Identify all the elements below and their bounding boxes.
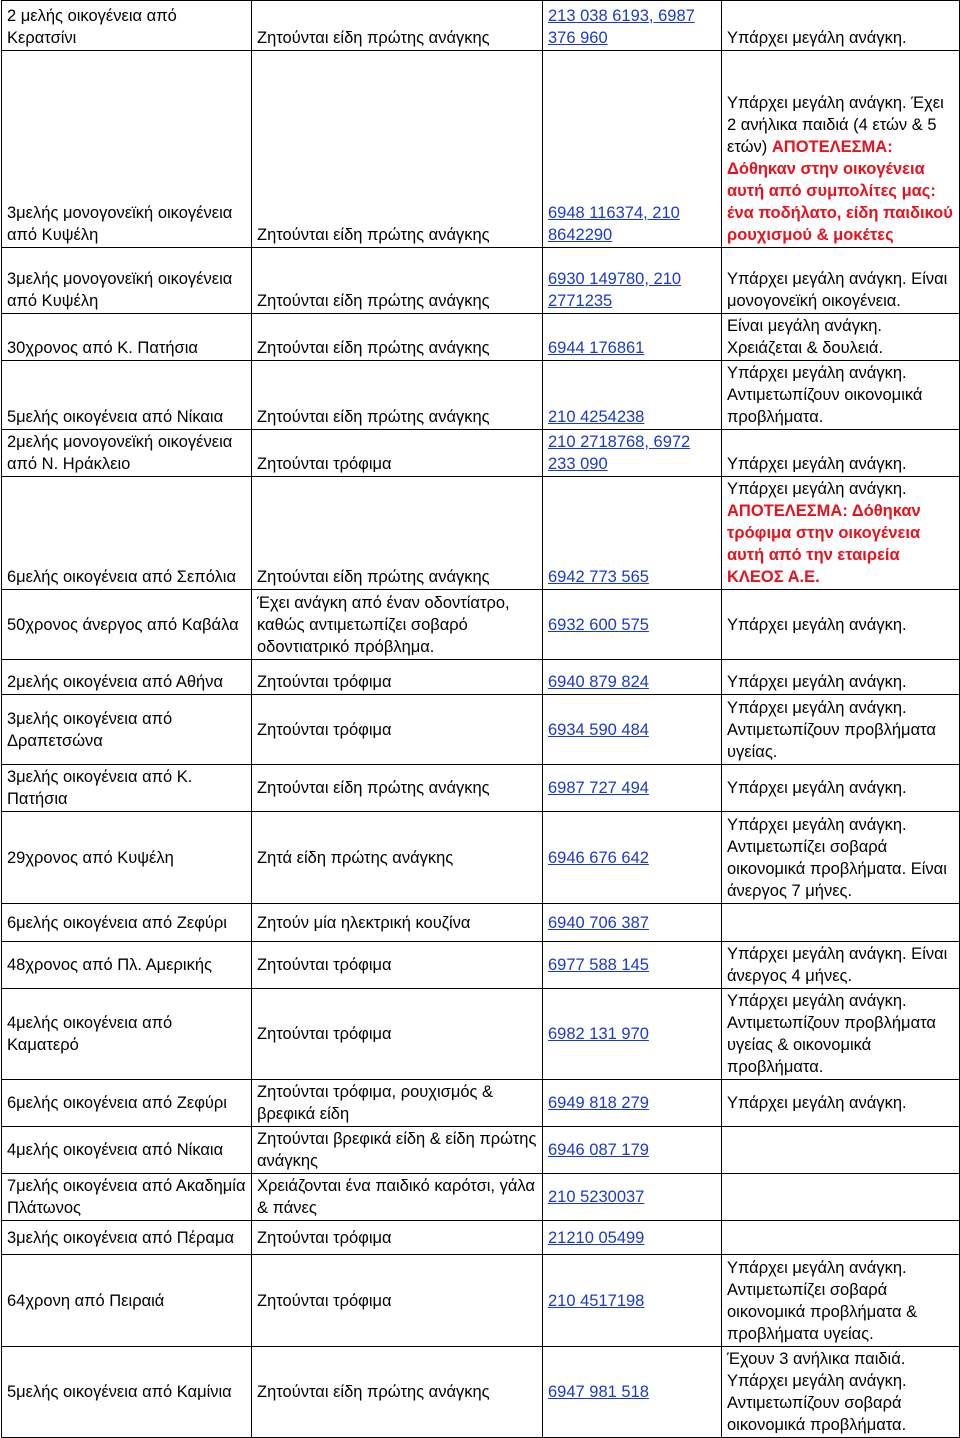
phone-cell <box>543 430 722 477</box>
phone-cell <box>543 361 722 430</box>
note-cell <box>722 314 960 361</box>
note-text: Υπάρχει μεγάλη ανάγκη. <box>727 673 907 691</box>
need-cell: Ζητούνται τρόφιμα <box>252 989 543 1080</box>
table-row <box>2 1255 960 1347</box>
note-text: Υπάρχει μεγάλη ανάγκη. Αντιμετωπίζει σοβαρά οικονομικά προβλήματα & προβλήματα υγείας. <box>727 1258 918 1343</box>
family-cell: 3μελής οικογένεια από Δραπετσώνα <box>2 695 252 765</box>
phone-link[interactable]: 6946 087 179 <box>548 1141 649 1159</box>
table-row <box>2 248 960 314</box>
family-cell: 5μελής οικογένεια από Νίκαια <box>2 361 252 430</box>
phone-cell <box>543 1 722 51</box>
phone-cell <box>543 812 722 904</box>
phone-link[interactable]: 6930 149780, 210 2771235 <box>548 270 682 310</box>
note-cell <box>722 1347 960 1438</box>
family-cell: 6μελής οικογένεια από Ζεφύρι <box>2 1080 252 1127</box>
table-row <box>2 430 960 477</box>
note-cell <box>722 51 960 248</box>
phone-cell <box>543 695 722 765</box>
note-cell <box>722 248 960 314</box>
need-cell: Ζητούνται είδη πρώτης ανάγκης <box>252 248 543 314</box>
need-cell: Ζητούνται είδη πρώτης ανάγκης <box>252 477 543 590</box>
phone-cell <box>543 248 722 314</box>
family-cell: 3μελής οικογένεια από Πέραμα <box>2 1221 252 1255</box>
note-text: Υπάρχει μεγάλη ανάγκη. <box>727 455 907 473</box>
phone-link[interactable]: 6946 676 642 <box>548 848 649 867</box>
family-cell: 2μελής οικογένεια από Αθήνα <box>2 660 252 695</box>
note-text: Υπάρχει μεγάλη ανάγκη. Αντιμετωπίζουν προβλήματα υγείας & οικονομικά προβλήματα. <box>727 992 936 1076</box>
need-cell: Ζητούνται τρόφιμα <box>252 1255 543 1347</box>
family-cell: 3μελής μονογονεϊκή οικογένεια από Κυψέλη <box>2 51 252 248</box>
phone-link[interactable]: 210 2718768, 6972 233 090 <box>548 433 691 473</box>
note-cell <box>722 812 960 904</box>
phone-cell <box>543 590 722 660</box>
need-cell: Έχει ανάγκη από έναν οδοντίατρο, καθώς αντιμετωπίζει σοβαρό οδοντιατρικό πρόβλημα. <box>252 590 543 660</box>
note-text: Υπάρχει μεγάλη ανάγκη. Αντιμετωπίζει σοβαρά οικονομικά προβλήματα. Είναι άνεργος 7 μήνες. <box>727 815 947 900</box>
table-row <box>2 695 960 765</box>
family-cell: 2μελής μονογονεϊκή οικογένεια από Ν. Ηράκλειο <box>2 430 252 477</box>
table-row <box>2 1221 960 1255</box>
phone-cell <box>543 904 722 942</box>
need-cell: Ζητούν μία ηλεκτρική κουζίνα <box>252 904 543 942</box>
phone-cell <box>543 1255 722 1347</box>
family-cell: 4μελής οικογένεια από Νίκαια <box>2 1127 252 1174</box>
note-cell <box>722 1127 960 1174</box>
phone-link[interactable]: 6982 131 970 <box>548 1025 649 1043</box>
table-row <box>2 51 960 248</box>
table-row <box>2 361 960 430</box>
phone-link[interactable]: 6947 981 518 <box>548 1383 649 1401</box>
need-cell: Ζητούνται τρόφιμα, ρουχισμός & βρεφικά είδη <box>252 1080 543 1127</box>
note-cell <box>722 430 960 477</box>
need-cell: Ζητούνται τρόφιμα <box>252 660 543 695</box>
family-cell: 3μελής μονογονεϊκή οικογένεια από Κυψέλη <box>2 248 252 314</box>
phone-cell <box>543 477 722 590</box>
need-cell: Ζητούνται βρεφικά είδη & είδη πρώτης ανάγκης <box>252 1127 543 1174</box>
family-cell: 30χρονος από Κ. Πατήσια <box>2 314 252 361</box>
table-row <box>2 942 960 989</box>
need-cell: Ζητούνται είδη πρώτης ανάγκης <box>252 361 543 430</box>
table-row <box>2 660 960 695</box>
phone-cell <box>543 1127 722 1174</box>
phone-link[interactable]: 213 038 6193, 6987 376 960 <box>548 7 695 47</box>
note-cell <box>722 1080 960 1127</box>
note-cell <box>722 904 960 942</box>
phone-link[interactable]: 210 5230037 <box>548 1188 645 1206</box>
phone-link[interactable]: 6987 727 494 <box>548 779 649 797</box>
phone-cell <box>543 989 722 1080</box>
note-cell <box>722 660 960 695</box>
note-text: Υπάρχει μεγάλη ανάγκη. Αντιμετωπίζουν προβλήματα υγείας. <box>727 698 936 761</box>
family-cell: 5μελής οικογένεια από Καμίνια <box>2 1347 252 1438</box>
table-row <box>2 812 960 904</box>
phone-link[interactable]: 6932 600 575 <box>548 615 649 634</box>
family-cell: 6μελής οικογένεια από Σεπόλια <box>2 477 252 590</box>
phone-cell <box>543 1174 722 1221</box>
family-cell: 50χρονος άνεργος από Καβάλα <box>2 590 252 660</box>
phone-cell <box>543 1347 722 1438</box>
phone-cell <box>543 314 722 361</box>
note-cell <box>722 1 960 51</box>
note-text: Υπάρχει μεγάλη ανάγκη. Είναι μονογονεϊκή οικογένεια. <box>727 270 948 310</box>
note-cell <box>722 590 960 660</box>
table-row <box>2 1127 960 1174</box>
need-cell: Ζητούνται είδη πρώτης ανάγκης <box>252 1347 543 1438</box>
phone-link[interactable]: 6977 588 145 <box>548 956 649 974</box>
need-cell: Ζητά είδη πρώτης ανάγκης <box>252 812 543 904</box>
result-text: ΑΠΟΤΕΛΕΣΜΑ: Δόθηκαν τρόφιμα στην οικογένεια αυτή από την εταιρεία ΚΛΕΟΣ Α.Ε. <box>727 502 921 586</box>
phone-cell <box>543 1221 722 1255</box>
need-cell: Ζητούνται είδη πρώτης ανάγκης <box>252 765 543 812</box>
need-cell: Ζητούνται τρόφιμα <box>252 942 543 989</box>
table-row <box>2 1347 960 1438</box>
table-row <box>2 590 960 660</box>
phone-link[interactable]: 210 4254238 <box>548 408 645 426</box>
note-text: Υπάρχει μεγάλη ανάγκη. Αντιμετωπίζουν οικονομικά προβλήματα. <box>727 364 923 426</box>
note-cell <box>722 989 960 1080</box>
note-text: Υπάρχει μεγάλη ανάγκη. <box>727 480 907 498</box>
table-row <box>2 904 960 942</box>
phone-link[interactable]: 6934 590 484 <box>548 720 649 739</box>
table-row <box>2 989 960 1080</box>
table-row <box>2 314 960 361</box>
note-cell <box>722 942 960 989</box>
phone-cell <box>543 765 722 812</box>
phone-link[interactable]: 6940 706 387 <box>548 913 649 932</box>
need-cell: Ζητούνται τρόφιμα <box>252 1221 543 1255</box>
phone-link[interactable]: 210 4517198 <box>548 1291 645 1310</box>
note-text: Υπάρχει μεγάλη ανάγκη. <box>727 779 907 797</box>
note-cell <box>722 695 960 765</box>
table-row <box>2 1 960 51</box>
need-cell: Ζητούνται τρόφιμα <box>252 695 543 765</box>
note-text: Υπάρχει μεγάλη ανάγκη. <box>727 615 907 634</box>
family-cell: 29χρονος από Κυψέλη <box>2 812 252 904</box>
needs-table <box>1 0 960 1438</box>
note-text: Έχουν 3 ανήλικα παιδιά. Υπάρχει μεγάλη ανάγκη. Αντιμετωπίζουν σοβαρά οικονομικά προβλήματα. <box>727 1350 907 1434</box>
note-cell <box>722 477 960 590</box>
note-text: Είναι μεγάλη ανάγκη. Χρειάζεται & δουλειά. <box>727 317 884 357</box>
need-cell: Ζητούνται είδη πρώτης ανάγκης <box>252 1 543 51</box>
result-text: ΑΠΟΤΕΛΕΣΜΑ: Δόθηκαν στην οικογένεια αυτή από συμπολίτες μας: ένα ποδήλατο, είδη παιδικού ρουχισμού & μοκέτες <box>727 138 953 244</box>
family-cell: 3μελής οικογένεια από Κ. Πατήσια <box>2 765 252 812</box>
table-row <box>2 1174 960 1221</box>
phone-link[interactable]: 21210 05499 <box>548 1228 645 1247</box>
note-text: Υπάρχει μεγάλη ανάγκη. Είναι άνεργος 4 μήνες. <box>727 945 948 985</box>
note-cell <box>722 765 960 812</box>
note-cell <box>722 1174 960 1221</box>
note-cell <box>722 1221 960 1255</box>
table-row <box>2 477 960 590</box>
need-cell: Ζητούνται τρόφιμα <box>252 430 543 477</box>
note-cell <box>722 1255 960 1347</box>
table-row <box>2 765 960 812</box>
need-cell: Ζητούνται είδη πρώτης ανάγκης <box>252 314 543 361</box>
phone-link[interactable]: 6942 773 565 <box>548 568 649 586</box>
table-row <box>2 1080 960 1127</box>
family-cell: 4μελής οικογένεια από Καματερό <box>2 989 252 1080</box>
note-text: Υπάρχει μεγάλη ανάγκη. <box>727 1094 907 1112</box>
family-cell: 6μελής οικογένεια από Ζεφύρι <box>2 904 252 942</box>
need-cell: Χρειάζονται ένα παιδικό καρότσι, γάλα & πάνες <box>252 1174 543 1221</box>
need-cell: Ζητούνται είδη πρώτης ανάγκης <box>252 51 543 248</box>
family-cell: 2 μελής οικογένεια από Κερατσίνι <box>2 1 252 51</box>
phone-link[interactable]: 6944 176861 <box>548 339 645 357</box>
phone-cell <box>543 660 722 695</box>
phone-link[interactable]: 6949 818 279 <box>548 1094 649 1112</box>
phone-cell <box>543 51 722 248</box>
phone-cell <box>543 1080 722 1127</box>
note-text: Υπάρχει μεγάλη ανάγκη. <box>727 29 907 47</box>
phone-link[interactable]: 6940 879 824 <box>548 673 649 691</box>
phone-link[interactable]: 6948 116374, 210 8642290 <box>548 204 680 244</box>
phone-cell <box>543 942 722 989</box>
family-cell: 48χρονος από Πλ. Αμερικής <box>2 942 252 989</box>
note-cell <box>722 361 960 430</box>
note-text: Υπάρχει μεγάλη ανάγκη. Έχει 2 ανήλικα παιδιά (4 ετών & 5 ετών) <box>727 94 944 156</box>
family-cell: 64χρονη από Πειραιά <box>2 1255 252 1347</box>
family-cell: 7μελής οικογένεια από Ακαδημία Πλάτωνος <box>2 1174 252 1221</box>
